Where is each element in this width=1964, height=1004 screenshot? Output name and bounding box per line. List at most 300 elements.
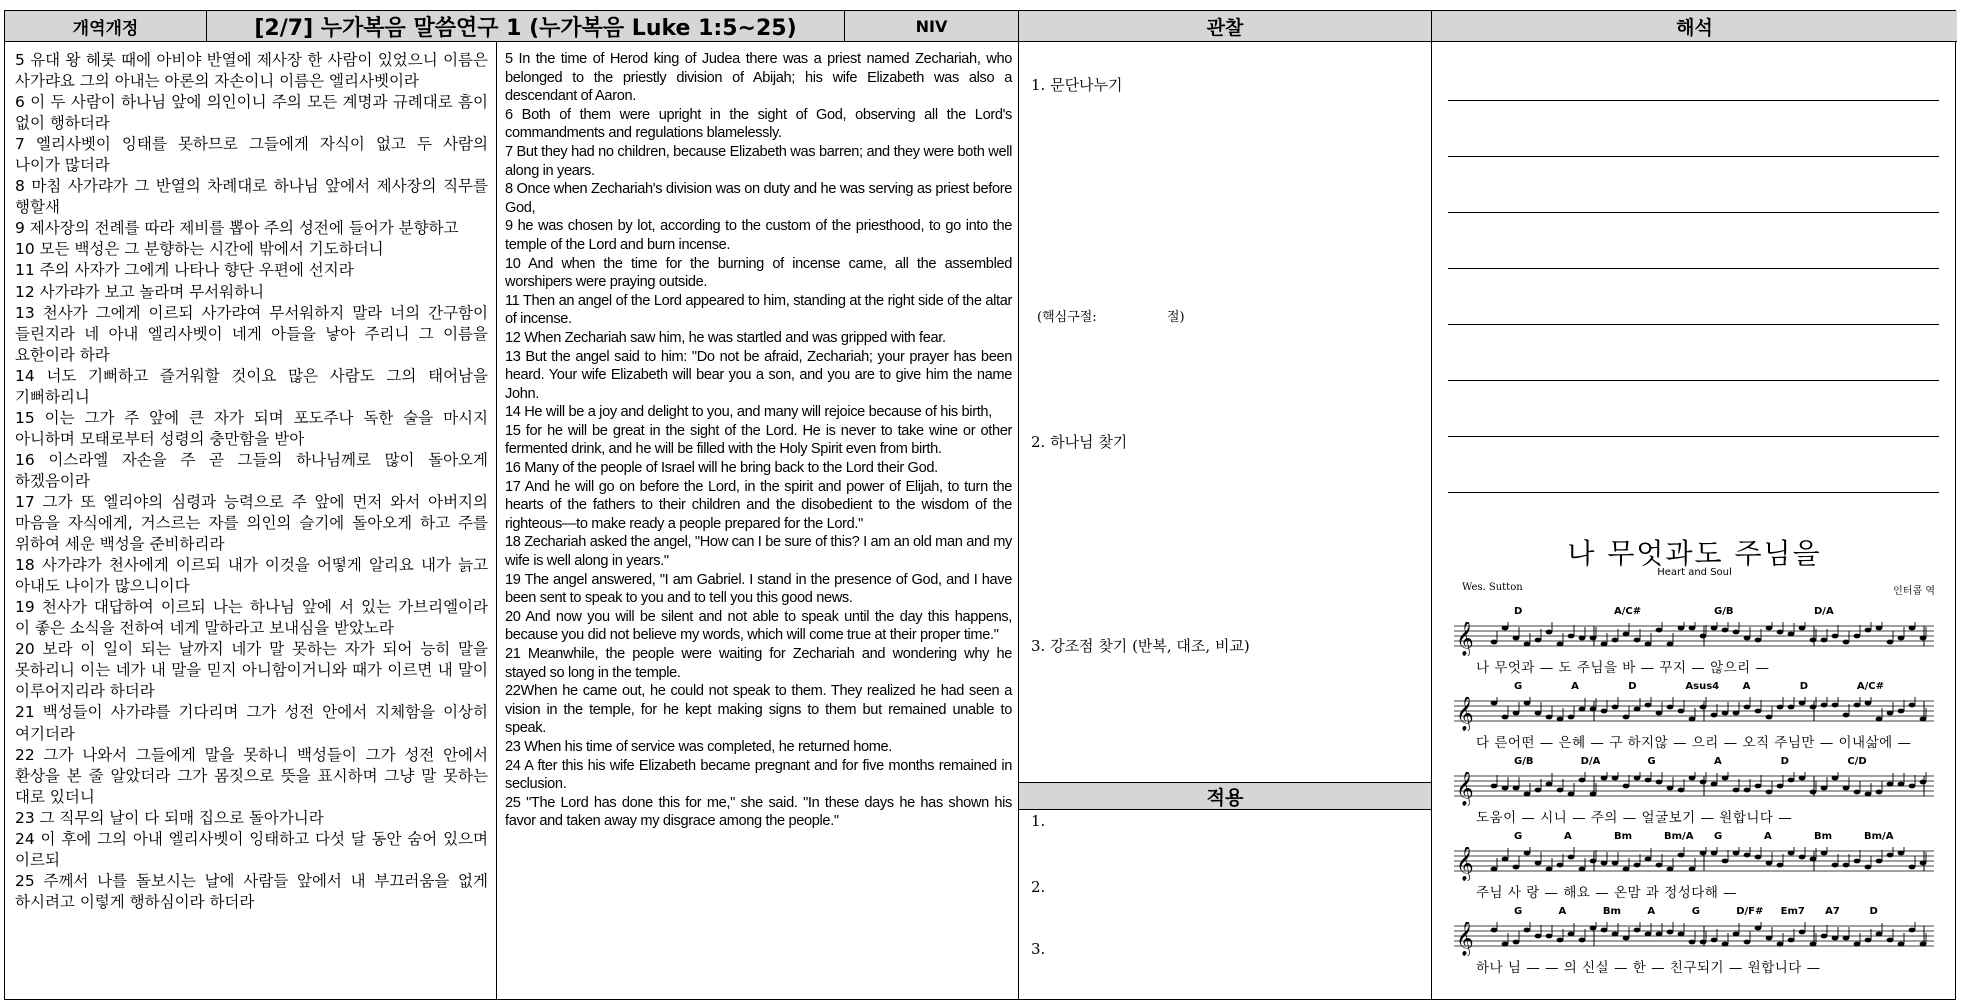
note-head (1876, 859, 1883, 864)
note-head (1623, 867, 1630, 872)
note-head (1920, 780, 1927, 785)
note-head (1909, 703, 1916, 708)
note-line (1448, 436, 1939, 437)
header-observation: 관찰 (1019, 11, 1432, 42)
note-head (1623, 632, 1630, 637)
note-head (1524, 851, 1531, 856)
chord-label: D (1514, 606, 1523, 617)
note-head (1865, 865, 1872, 870)
note-head (1744, 940, 1751, 945)
note-head (1777, 630, 1784, 635)
note-head (1502, 857, 1509, 862)
verse: 16 이스라엘 자손을 주 곧 그들의 하나님께로 많이 돌아오게 하겠음이라 (15, 450, 488, 490)
application-item-2: 2. (1031, 878, 1046, 896)
note-head (1502, 786, 1509, 791)
note-head (1821, 786, 1828, 791)
note-head (1777, 942, 1784, 947)
note-head (1667, 786, 1674, 791)
chord-label: Bm (1614, 831, 1633, 842)
note-head (1722, 628, 1729, 633)
note-head (1689, 776, 1696, 781)
note-head (1898, 851, 1905, 856)
chord-label: D/A (1580, 756, 1601, 767)
verse: 16 Many of the people of Israel will he bring back to the Lord their God. (505, 460, 938, 477)
note-head (1843, 640, 1850, 645)
song-translator: 인터콥 역 (1893, 586, 1935, 597)
verse: 10 모든 백성은 그 분향하는 시간에 밖에서 기도하더니 (15, 240, 384, 259)
verse: 23 When his time of service was completed, he returned home. (505, 738, 893, 755)
note-head (1777, 863, 1784, 868)
english-text-column (497, 42, 1019, 999)
note-head (1513, 940, 1520, 945)
staff (1454, 697, 1934, 731)
note-head (1601, 861, 1608, 866)
note-head (1920, 717, 1927, 722)
note-head (1755, 926, 1762, 931)
note-head (1887, 711, 1894, 716)
header-interpretation: 해석 (1432, 11, 1957, 42)
chord-label: A/C# (1614, 606, 1642, 617)
chord-label: G (1514, 906, 1523, 917)
note-head (1700, 705, 1707, 710)
note-head (1645, 857, 1652, 862)
chord-label: A7 (1825, 906, 1840, 917)
note-line (1448, 380, 1939, 381)
note-head (1667, 930, 1674, 935)
verse: 25 주께서 나를 돌보시는 날에 사람들 앞에서 내 부끄러움을 없게 하시려고 이렇게 행하심이라 하더라 (15, 871, 488, 911)
chord-label: D (1780, 756, 1789, 767)
verse: 15 for he will be great in the sight of the Lord. He is never to take wine or other fermented drink, and he will be filled with the Holy Spirit even from birth. (505, 422, 1012, 458)
treble-clef-icon: 𝄞 (1456, 847, 1474, 881)
verse: 13 But the angel said to him: "Do not be afraid, Zechariah; your prayer has been heard. Your wife Elizabeth will bear you a son, and you are to give him the name John. (505, 348, 1012, 402)
note-head (1634, 707, 1641, 712)
verse: 10 And when the time for the burning of incense came, all the assembled worshipers were praying outside. (505, 255, 1012, 291)
note-head (1491, 701, 1498, 706)
note-head (1513, 636, 1520, 641)
verse: 6 Both of them were upright in the sight of God, observing all the Lord's commandments and regulations blamelessly. (505, 106, 1012, 142)
note-head (1733, 788, 1740, 793)
note-head (1535, 861, 1542, 866)
note-head (1722, 859, 1729, 864)
note-head (1656, 863, 1663, 868)
note-head (1557, 642, 1564, 647)
note-head (1777, 784, 1784, 789)
chord-label: A (1742, 681, 1751, 692)
note-head (1909, 784, 1916, 789)
note-head (1898, 942, 1905, 947)
note-head (1854, 634, 1861, 639)
note-head (1579, 778, 1586, 783)
verse: 14 너도 기뻐하고 즐거워할 것이요 많은 사람도 그의 태어남을 기뻐하리니 (15, 366, 488, 406)
note-head (1810, 942, 1817, 947)
note-head (1546, 630, 1553, 635)
note-head (1689, 867, 1696, 872)
note-head (1634, 638, 1641, 643)
note-head (1898, 709, 1905, 714)
note-head (1865, 701, 1872, 706)
chord-label: A (1564, 831, 1572, 842)
page-title: [2/7] 누가복음 말씀연구 1 (누가복음 Luke 1:5~25) (207, 11, 845, 42)
note-head (1546, 715, 1553, 720)
note-head (1491, 928, 1498, 933)
note-head (1612, 776, 1619, 781)
note-head (1590, 707, 1597, 712)
song-composer: Wes. Sutton (1462, 582, 1523, 593)
chord-label: C/D (1847, 756, 1867, 767)
note-head (1799, 626, 1806, 631)
verse: 11 Then an angel of the Lord appeared to him, standing at the right side of the altar of incense. (505, 292, 1012, 328)
verse: 7 But they had no children, because Elizabeth was barren; and they were both well along in years. (505, 143, 1012, 179)
note-head (1744, 705, 1751, 710)
staff-line (1454, 831, 1894, 907)
note-head (1865, 938, 1872, 943)
chord-label: A (1647, 906, 1656, 917)
note-head (1711, 782, 1718, 787)
note-head (1491, 867, 1498, 872)
chord-label: Bm/A (1664, 831, 1694, 842)
note-head (1612, 932, 1619, 937)
english-verses (497, 42, 1018, 831)
note-head (1887, 853, 1894, 858)
verse: 20 보라 이 일이 되는 날까지 네가 말 못하는 자가 되어 능히 말을 못하리니 이는 네가 내 말을 믿지 아니함이거니와 때가 이르면 내 말이 이루어지리라 하더라 (15, 640, 488, 701)
note-head (1909, 928, 1916, 933)
note-head (1799, 855, 1806, 860)
verse: 15 이는 그가 주 앞에 큰 자가 되며 포도주나 독한 술을 마시지 아니하며 모태로부터 성령의 충만함을 받아 (15, 408, 488, 448)
note-line (1448, 212, 1939, 213)
staff-line (1454, 681, 1912, 757)
chord-label: G (1514, 681, 1523, 692)
note-head (1601, 642, 1608, 647)
chord-label: Bm/A (1864, 831, 1894, 842)
note-head (1557, 717, 1564, 722)
chord-label: Bm (1814, 831, 1833, 842)
chord-label: D (1799, 681, 1809, 692)
note-head (1667, 642, 1674, 647)
note-head (1832, 863, 1839, 868)
note-head (1920, 942, 1927, 947)
verse: 9 제사장의 전례를 따라 제비를 뽑아 주의 성전에 들어가 분향하고 (15, 219, 459, 238)
note-head (1821, 638, 1828, 643)
note-head (1590, 636, 1597, 641)
note-head (1623, 715, 1630, 720)
verse: 9 he was chosen by lot, according to the custom of the priesthood, to go into the temple of the Lord and burn incense. (505, 218, 1012, 253)
note-head (1601, 776, 1608, 781)
note-head (1601, 928, 1608, 933)
chord-label: G (1714, 831, 1723, 842)
note-head (1920, 861, 1927, 866)
note-head (1524, 642, 1531, 647)
note-head (1502, 626, 1509, 631)
treble-clef-icon: 𝄞 (1456, 922, 1474, 956)
note-head (1711, 938, 1718, 943)
note-head (1733, 630, 1740, 635)
key-verse-label (1037, 306, 1185, 325)
note-head (1876, 790, 1883, 795)
note-line (1448, 268, 1939, 269)
note-head (1788, 851, 1795, 856)
note-head (1700, 634, 1707, 639)
verse: 12 When Zechariah saw him, he was startled and was gripped with fear. (505, 329, 946, 346)
verse: 13 천사가 그에게 이르되 사가랴여 무서워하지 말라 너의 간구함이 들린지라 네 아내 엘리사벳이 네게 아들을 낳아 주리니 그 이름을 요한이라 하라 (15, 303, 488, 364)
application-header: 적용 (1019, 782, 1431, 810)
note-head (1645, 642, 1652, 647)
note-head (1744, 853, 1751, 858)
note-head (1832, 776, 1839, 781)
korean-verses (5, 42, 496, 913)
verse: 17 And he will go on before the Lord, in the spirit and power of Elijah, to turn the hearts of the fathers to their children and the disobedient to the wisdom of the righteous—to make ready a people prepared for the Lord." (505, 478, 1012, 532)
note-head (1502, 715, 1509, 720)
verse: 22When he came out, he could not speak to them. They realized he had seen a vision in the temple, for he kept making signs to them but remained unable to speak. (505, 683, 1012, 737)
verse: 18 사가랴가 천사에게 이르되 내가 이것을 어떻게 알리요 내가 늙고 아내도 나이가 많으니이다 (15, 556, 488, 596)
note-head (1744, 636, 1751, 641)
note-head (1755, 709, 1762, 714)
note-head (1579, 707, 1586, 712)
note-head (1579, 938, 1586, 943)
note-head (1766, 790, 1773, 795)
note-head (1535, 934, 1542, 939)
lyric-line: 도움이 — 시니 — 주의 — 얼굴보기 — 원합니다 — (1476, 810, 1793, 826)
korean-text-column (5, 42, 497, 999)
note-head (1524, 701, 1531, 706)
note-head (1711, 713, 1718, 718)
note-head (1623, 784, 1630, 789)
note-head (1733, 932, 1740, 937)
note-head (1678, 788, 1685, 793)
note-head (1678, 853, 1685, 858)
note-head (1876, 626, 1883, 631)
verse: 23 그 직무의 날이 다 되매 집으로 돌아가니라 (15, 808, 324, 827)
chord-label: D/F# (1736, 906, 1764, 917)
note-head (1788, 938, 1795, 943)
note-head (1656, 711, 1663, 716)
verse: 6 이 두 사람이 하나님 앞에 의인이니 주의 모든 계명과 규례대로 흠이 없이 행하더라 (15, 93, 488, 133)
note-head (1535, 711, 1542, 716)
note-head (1832, 703, 1839, 708)
note-head (1645, 932, 1652, 937)
bible-study-sheet (4, 10, 1956, 1000)
note-head (1876, 932, 1883, 937)
note-head (1810, 638, 1817, 643)
chord-label: Bm (1602, 906, 1621, 917)
note-head (1909, 626, 1916, 631)
verse: 24 이 후에 그의 아내 엘리사벳이 잉태하고 다섯 달 동안 숨어 있으며 이르되 (15, 829, 488, 869)
observation-column (1019, 42, 1432, 999)
song-title: 나 무엇과도 주님을 (1567, 537, 1822, 570)
treble-clef-icon: 𝄞 (1456, 772, 1474, 806)
note-head (1590, 926, 1597, 931)
note-head (1601, 709, 1608, 714)
observation-item-3: 3. 강조점 찾기 (반복, 대조, 비교) (1031, 637, 1250, 655)
note-head (1513, 786, 1520, 791)
note-head (1799, 930, 1806, 935)
note-head (1711, 851, 1718, 856)
note-head (1821, 703, 1828, 708)
interpretation-column (1432, 42, 1957, 999)
verse: 7 엘리사벳이 잉태를 못하므로 그들에게 자식이 없고 두 사람의 나이가 많더라 (15, 135, 488, 175)
note-head (1854, 859, 1861, 864)
note-head (1821, 934, 1828, 939)
note-head (1667, 867, 1674, 872)
chord-label: A (1571, 681, 1579, 692)
key-verse-prefix: (핵심구절: (1037, 310, 1097, 325)
chord-label: G (1514, 831, 1523, 842)
note-head (1568, 715, 1575, 720)
note-line (1448, 156, 1939, 157)
note-head (1557, 788, 1564, 793)
chord-label: G/B (1514, 756, 1534, 767)
chord-label: D/A (1814, 606, 1834, 617)
note-head (1766, 936, 1773, 941)
note-head (1689, 717, 1696, 722)
chord-label: A (1764, 831, 1772, 842)
note-head (1634, 928, 1641, 933)
lyric-line: 하나 님 — — 의 신실 — 한 — 친구되기 — 원합니다 — (1476, 960, 1821, 976)
note-head (1876, 717, 1883, 722)
note-head (1546, 867, 1553, 872)
note-head (1678, 932, 1685, 937)
note-head (1854, 703, 1861, 708)
lyric-line: 나 무엇과 — 도 주님을 바 — 꾸지 — 않으리 — (1476, 660, 1770, 676)
note-head (1821, 851, 1828, 856)
observation-item-2: 2. 하나님 찾기 (1031, 433, 1128, 451)
note-head (1535, 788, 1542, 793)
note-head (1502, 942, 1509, 947)
verse: 24 A fter this his wife Elizabeth became pregnant and for five months remained in seclusion. (505, 757, 1012, 793)
note-head (1744, 788, 1751, 793)
note-head (1898, 782, 1905, 787)
chord-label: D (1869, 906, 1878, 917)
note-head (1799, 776, 1806, 781)
staff-line (1454, 756, 1867, 832)
application-item-1: 1. (1031, 812, 1046, 830)
verse: 5 유대 왕 헤롯 때에 아비야 반열에 제사장 한 사람이 있었으니 이름은 사가랴요 그의 아내는 아론의 자손이니 이름은 엘리사벳이라 (15, 51, 488, 91)
note-head (1887, 938, 1894, 943)
note-head (1788, 632, 1795, 637)
note-line (1448, 324, 1939, 325)
staff-line (1454, 906, 1878, 982)
verse: 8 Once when Zechariah's division was on duty and he was serving as priest before God, (505, 181, 1012, 216)
note-head (1810, 857, 1817, 862)
note-head (1722, 711, 1729, 716)
verse: 5 In the time of Herod king of Judea there was a priest named Zechariah, who belonged to the priestly division of Abijah; his wife Elizabeth was also a descendant of Aaron. (505, 51, 1012, 105)
note-head (1612, 861, 1619, 866)
lyric-line: 주님 사 랑 — 해요 — 온맘 과 정성다해 — (1476, 885, 1738, 901)
note-head (1755, 638, 1762, 643)
note-head (1909, 865, 1916, 870)
note-head (1700, 851, 1707, 856)
note-head (1612, 638, 1619, 643)
note-head (1689, 940, 1696, 945)
note-head (1766, 626, 1773, 631)
note-head (1711, 626, 1718, 631)
note-head (1546, 782, 1553, 787)
note-head (1656, 628, 1663, 633)
note-head (1843, 786, 1850, 791)
chord-label: A (1558, 906, 1567, 917)
verse: 21 백성들이 사가랴를 기다리며 그가 성전 안에서 지체함을 이상히 여기더라 (15, 703, 488, 743)
chord-label: Asus4 (1685, 681, 1720, 692)
note-line (1448, 492, 1939, 493)
note-head (1590, 792, 1597, 797)
note-head (1579, 636, 1586, 641)
chord-label: G/B (1714, 606, 1734, 617)
note-head (1843, 713, 1850, 718)
note-head (1524, 792, 1531, 797)
note-head (1920, 636, 1927, 641)
note-head (1843, 863, 1850, 868)
note-head (1832, 634, 1839, 639)
note-head (1898, 636, 1905, 641)
note-head (1865, 792, 1872, 797)
observation-item-1: 1. 문단나누기 (1031, 76, 1123, 94)
verse: 25 "The Lord has done this for me," she said. "In these days he has shown his favor and taken away my disgrace among the people." (505, 794, 1012, 830)
chord-label: D (1628, 681, 1637, 692)
note-head (1700, 780, 1707, 785)
note-head (1766, 861, 1773, 866)
note-head (1799, 701, 1806, 706)
note-head (1777, 705, 1784, 710)
note-head (1788, 705, 1795, 710)
chord-label: Em7 (1780, 906, 1805, 917)
staff-line (1454, 606, 1834, 682)
note-head (1667, 705, 1674, 710)
song-subtitle: Heart and Soul (1657, 567, 1732, 578)
note-head (1689, 626, 1696, 631)
note-head (1524, 928, 1531, 933)
note-head (1623, 936, 1630, 941)
note-head (1733, 711, 1740, 716)
note-head (1656, 780, 1663, 785)
verse: 14 He will be a joy and delight to you, and many will rejoice because of his birth, (505, 404, 992, 421)
note-head (1568, 792, 1575, 797)
note-head (1612, 705, 1619, 710)
verse: 12 사가랴가 보고 놀라며 무서워하니 (15, 282, 265, 301)
note-head (1810, 790, 1817, 795)
treble-clef-icon: 𝄞 (1456, 622, 1474, 656)
note-head (1568, 634, 1575, 639)
verse: 17 그가 또 엘리야의 심령과 능력으로 주 앞에 먼저 와서 아버지의 마음을 자식에게, 거스르는 자를 의인의 슬기에 돌아오게 하고 주를 위하여 세운 백성을 준비하리라 (15, 492, 488, 554)
note-line (1448, 100, 1939, 101)
chord-label: G (1691, 906, 1700, 917)
note-head (1678, 709, 1685, 714)
note-head (1722, 942, 1729, 947)
note-head (1513, 865, 1520, 870)
note-head (1887, 782, 1894, 787)
note-head (1865, 628, 1872, 633)
note-head (1700, 940, 1707, 945)
note-head (1568, 932, 1575, 937)
note-head (1843, 936, 1850, 941)
header-version-en: NIV (845, 11, 1019, 42)
note-head (1755, 855, 1762, 860)
verse: 22 그가 나와서 그들에게 말을 못하니 백성들이 그가 성전 안에서 환상을 본 줄 알았더라 그가 몸짓으로 뜻을 표시하며 그냥 말 못하는 대로 있더니 (15, 745, 488, 806)
note-head (1590, 859, 1597, 864)
staff (1454, 772, 1934, 806)
chord-label: G (1647, 756, 1656, 767)
note-head (1887, 640, 1894, 645)
note-head (1788, 778, 1795, 783)
application-item-3: 3. (1031, 940, 1046, 958)
note-head (1634, 863, 1641, 868)
note-head (1656, 932, 1663, 937)
note-head (1810, 705, 1817, 710)
note-head (1491, 784, 1498, 789)
verse: 8 마침 사가랴가 그 반열의 차례대로 하나님 앞에서 제사장의 직무를 행할새 (15, 177, 488, 217)
note-head (1854, 790, 1861, 795)
note-head (1755, 784, 1762, 789)
note-head (1678, 626, 1685, 631)
note-head (1854, 942, 1861, 947)
